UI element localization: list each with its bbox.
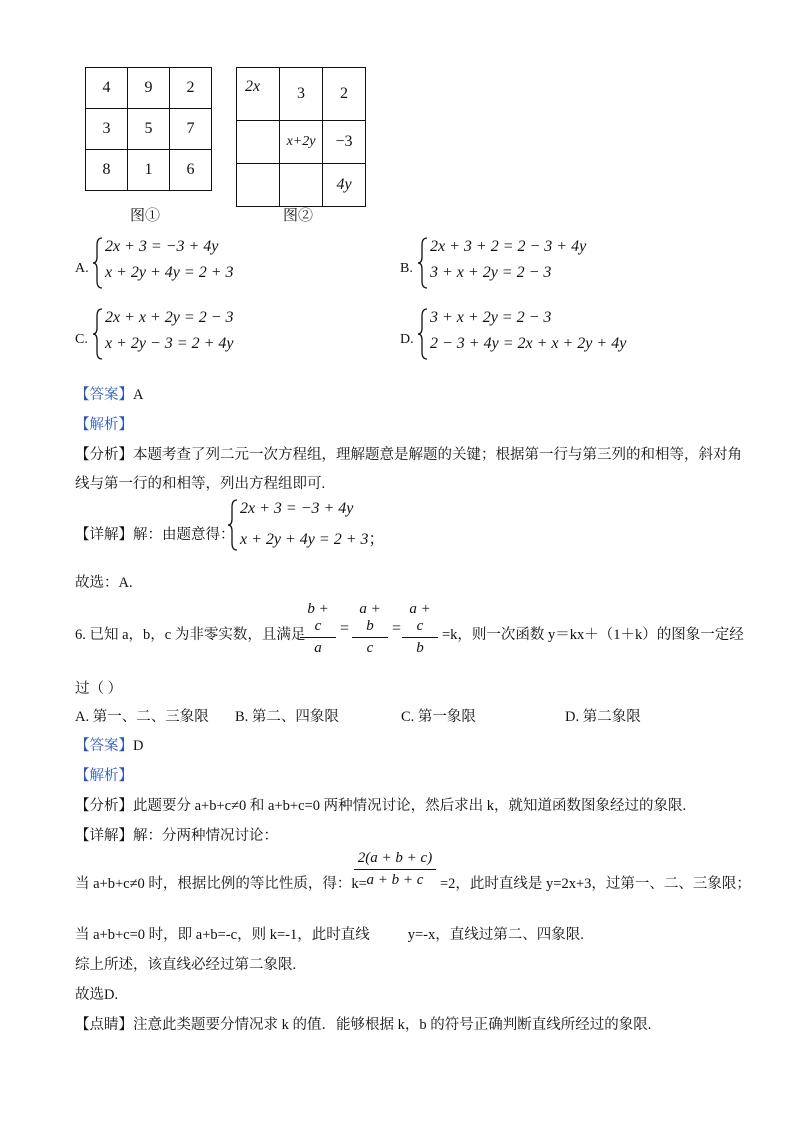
option-d-label: D. [400, 332, 414, 347]
q6-summary: 综上所述，该直线必经过第二象限. [75, 957, 297, 973]
q6-option-d: D. 第二象限 [565, 709, 641, 725]
figure2-grid [236, 67, 366, 207]
grid-cell: 6 [170, 150, 212, 191]
grid-cell: 4 [86, 68, 128, 109]
grid-cell: 2 [323, 68, 366, 121]
answer-value: D [133, 738, 144, 754]
brace-icon [228, 499, 238, 551]
q6-analysis-heading [75, 764, 133, 785]
equation-line: 2x + x + 2y = 2 − 3 [105, 309, 234, 326]
grid-cell: 2 [170, 68, 212, 109]
q6-case2 [75, 923, 584, 944]
grid-cell [237, 164, 280, 207]
grid-cell: 8 [86, 150, 128, 191]
fenxi-tag: 【分析】 [75, 447, 133, 463]
detail-text: 解：分两种情况讨论： [133, 828, 278, 844]
fraction-numerator: a + b [359, 601, 381, 634]
q6-stem-line2: 过（ ） [75, 681, 123, 697]
option-b-label: B. [400, 261, 413, 276]
q6-fraction-3 [402, 601, 438, 657]
grid-cell: 2x [237, 68, 280, 121]
fraction-denominator: a [314, 640, 322, 656]
q6-stem-prefix: 6. 已知 a，b，c 为非零实数，且满足 [75, 627, 306, 643]
option-c-label: C. [75, 332, 88, 347]
q5-detail [75, 523, 235, 544]
fraction-denominator: b [416, 640, 424, 656]
grid-cell: 5 [128, 109, 170, 150]
option-a-system [93, 237, 313, 289]
q5-choose: 故选：A. [75, 575, 133, 591]
fraction-numerator: a + c [409, 601, 431, 634]
q6-case1-prefix: 当 a+b+c≠0 时，根据比例的等比性质，得：k= [75, 876, 367, 892]
case2-text: 当 a+b+c=0 时，即 a+b=-c，则 k=-1，此时直线 [75, 927, 370, 943]
equals-sign: = [340, 620, 350, 637]
fenxi-text: 此题要分 a+b+c≠0 和 a+b+c=0 两种情况讨论，然后求出 k，就知道函数图象经过的象限. [133, 798, 687, 814]
fraction-denominator: a + b + c [366, 872, 424, 888]
option-d-system [418, 308, 678, 360]
equation-line: x + 2y + 4y = 2 + 3； [240, 531, 385, 548]
comment-text: 注意此类题要分情况求 k 的值．能够根据 k，b 的符号正确判断直线所经过的象限. [133, 1017, 652, 1033]
grid-cell: 3 [280, 68, 323, 121]
analysis-tag: 【解析】 [75, 768, 133, 784]
fraction-numerator: b + c [307, 601, 329, 634]
q5-fenxi-line2: 线与第一行的和相等，列出方程组即可. [75, 476, 326, 492]
equation-line: x + 2y − 3 = 2 + 4y [105, 335, 234, 352]
q6-stem-suffix: =k，则一次函数 y＝kx＋（1＋k）的图象一定经 [442, 627, 744, 643]
equals-sign: = [392, 620, 402, 637]
q6-answer [75, 734, 143, 755]
equation-line: 2x + 3 = −3 + 4y [105, 238, 219, 255]
case2-tail: y=-x，直线过第二、四象限. [407, 927, 584, 943]
fraction-denominator: c [366, 640, 374, 656]
comment-tag: 【点睛】 [75, 1017, 133, 1033]
q6-fraction-1 [300, 601, 336, 657]
q6-option-a: A. 第一、二、三象限 [75, 709, 209, 725]
figure1-grid [85, 67, 212, 191]
equation-line: 3 + x + 2y = 2 − 3 [430, 309, 552, 326]
equation-line: 2x + 3 = −3 + 4y [240, 500, 354, 517]
grid-cell: 3 [86, 109, 128, 150]
detail-tag: 【详解】 [75, 828, 133, 844]
q6-case1-fraction [354, 850, 436, 889]
option-b-system [418, 237, 658, 289]
brace-icon [418, 237, 428, 289]
equation-line: 2x + 3 + 2 = 2 − 3 + 4y [430, 238, 587, 255]
q5-answer [75, 383, 143, 404]
fenxi-text: 本题考查了列二元一次方程组，理解题意是解题的关键；根据第一行与第三列的和相等，斜对角 [133, 447, 742, 463]
figure2-caption: 图② [283, 208, 314, 224]
brace-icon [93, 237, 103, 289]
fraction-bar [300, 637, 336, 638]
q6-choose: 故选D. [75, 987, 119, 1003]
answer-value: A [133, 387, 144, 403]
q6-comment [75, 1013, 651, 1034]
detail-text: 解：由题意得： [133, 527, 235, 543]
grid-cell: 9 [128, 68, 170, 109]
q6-option-c: C. 第一象限 [401, 709, 476, 725]
fraction-bar [352, 637, 388, 638]
grid-cell: 4y [323, 164, 366, 207]
grid-cell [280, 164, 323, 207]
q6-detail [75, 824, 278, 845]
q5-fenxi-line1 [75, 443, 742, 464]
fraction-bar [354, 869, 436, 870]
answer-tag: 【答案】 [75, 387, 133, 403]
q6-fenxi [75, 794, 686, 815]
analysis-tag: 【解析】 [75, 417, 133, 433]
fenxi-tag: 【分析】 [75, 798, 133, 814]
q5-analysis-heading [75, 413, 133, 434]
fraction-numerator: 2(a + b + c) [357, 850, 433, 866]
q6-case1-suffix: =2，此时直线是 y=2x+3，过第一、二、三象限； [440, 876, 751, 892]
grid-cell [237, 121, 280, 164]
grid-cell: 1 [128, 150, 170, 191]
equation-line: x + 2y + 4y = 2 + 3 [105, 264, 234, 281]
equation-line: 2 − 3 + 4y = 2x + x + 2y + 4y [430, 335, 627, 352]
brace-icon [418, 308, 428, 360]
fraction-bar [402, 637, 438, 638]
brace-icon [93, 308, 103, 360]
grid-cell: −3 [323, 121, 366, 164]
option-c-system [93, 308, 313, 360]
answer-tag: 【答案】 [75, 738, 133, 754]
figure1-caption: 图① [130, 208, 161, 224]
option-a-label: A. [75, 261, 89, 276]
q5-detail-system [228, 499, 408, 551]
detail-tag: 【详解】 [75, 527, 133, 543]
q6-option-b: B. 第二、四象限 [235, 709, 339, 725]
grid-cell: x+2y [280, 121, 323, 164]
grid-cell: 7 [170, 109, 212, 150]
q6-fraction-2 [352, 601, 388, 657]
equation-line: 3 + x + 2y = 2 − 3 [430, 264, 552, 281]
